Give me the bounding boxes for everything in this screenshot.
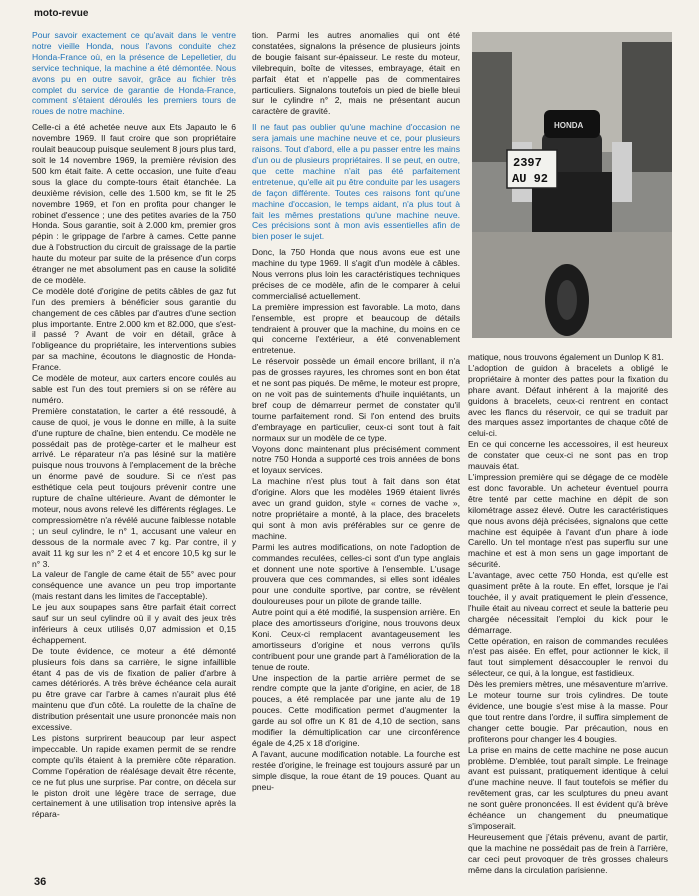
paragraph: Parmi les autres modifications, on note l'adoption de commandes reculées, celles-ci sont d'un type anglais et donnent une note sportive à l'ensemble. L'usage prouvera que ces commandes, si elles sont idéales pour une conduite sportive, par contre, se révèlent douloureuses pour un pilote de grande taille. (252, 541, 460, 607)
paragraph: Donc, la 750 Honda que nous avons eue est une machine du type 1969. Il s'agit d'un modèle à câbles. Nous verrons plus loin les caractéristiques techniques précises de ce modèle, afin de le comparer à celui commercialisé actuellement. (252, 247, 460, 301)
section-header: moto-revue (34, 8, 89, 19)
article-column-1 (32, 30, 236, 820)
paragraph: Voyons donc maintenant plus précisément comment notre 750 Honda a supporté ces trois années de bons et loyaux services. (252, 443, 460, 476)
paragraph: Celle-ci a été achetée neuve aux Ets Japauto le 6 novembre 1969. Il faut croire que son propriétaire roulait beaucoup puisque seulement 8 jours plus tard, soit le 14 novembre 1969, la première révision des 500 km était faite. A cette occasion, une fuite d'eau sous la glace du compte-tours était étanchée. La deuxième révision, celle des 1.500 km, se fit le 25 novembre 1969, et l'on en profita pour changer le robinet d'essence ; une des petites avaries de la 750 Honda. Sous garantie, soit à 2.000 km, premier gros pépin : le grippage de l'arbre à cames. Cette panne due à l'obstruction du circuit de graissage de la partie haute du moteur par suite de la présence d'un corps étranger ne met absolument pas en cause la solidité de ce modèle. (32, 122, 236, 285)
paragraph: Dès les premiers mètres, une mésaventure m'arrive. Le moteur tourne sur trois cylindres. De toute évidence, une bougie s'est mise à la masse. Pour que tout rentre dans l'ordre, il suffira simplement de changer cette bougie. Par précaution, nous en profiterons pour changer les 4 bougies. (468, 679, 668, 744)
paragraph: Une inspection de la partie arrière permet de se rendre compte que la jante d'origine, en acier, de 18 pouces, a été remplacée par une jante alu de 19 pouces. Cette modification permet d'augmenter la garde au sol offre un K 81 de 4,10 de section, sans modifier la démultiplication car une circonférence égale de 4,25 x 18 d'origine. (252, 672, 460, 748)
plate-line-2: AU 92 (512, 172, 549, 186)
tank-brand-text: HONDA (554, 121, 584, 130)
paragraph: matique, nous trouvons également un Dunlop K 81. (468, 352, 664, 362)
paragraph: De toute évidence, ce moteur a été démonté plusieurs fois dans sa carrière, le signe infaillible étant 4 pas de vis de fixation de palier d'arbre à cames détériorés. A très brève échéance cela aurait pu être grave car l'arbre à cames n'aurait plus été maintenu que d'un côté. La roulette de la chaîne de distribution présentait une usure prononcée mais non excessive. (32, 645, 236, 733)
paragraph: En ce qui concerne les accessoires, il est heureux de constater que ceux-ci ne sont pas en trop mauvais état. (468, 439, 668, 472)
paragraph: La prise en mains de cette machine ne pose aucun problème. D'emblée, tout paraît simple. Le freinage avant est puissant, pratiquement identique à celui d'une machine neuve. Il faut toutefois se méfier du revêtement gras, car les sculptures du pneu avant ne sont guère prononcées. Il est évident qu'à brève échéance un changement du pneumatique s'imposerait. (468, 744, 668, 831)
paragraph: Les pistons surprirent beaucoup par leur aspect impeccable. Un rapide examen permit de se rendre compte qu'ils étaient à la première côte réparation. Comme l'opération de réalésage devait être récente, ce ne fut plus une surprise. Par contre, on décela sur le piston droit une légère trace de serrage, due certainement à une utilisation trop intensive après la répara- (32, 733, 236, 820)
paragraph: La machine n'est plus tout à fait dans son état d'origine. Alors que les modèles 1969 étaient livrés avec un grand guidon, style « cornes de vache », notre propriétaire a monté, à la place, des bracelets qui sont à mon avis préférables sur ce genre de machine. (252, 476, 460, 541)
paragraph: Le réservoir possède un émail encore brillant, il n'a pas de grosses rayures, les chromes sont en bon état et ne sont pas piqués. De même, le moteur est propre, on ne voit pas de suintements d'huile inquiétants, un bref coup de démarreur permet de constater qu'il tourne parfaitement rond. Si l'on entend des bruits d'embrayage en particulier, ceux-ci sont tout à fait normaux sur un modèle de ce type. (252, 356, 460, 443)
article-column-3 (468, 352, 668, 876)
paragraph: Heureusement que j'étais prévenu, avant de partir, que la machine ne possédait pas de frein à l'arrière, car ceci peut provoquer de très grosses chaleurs même dans la circulation parisienne. (468, 831, 668, 875)
paragraph: La valeur de l'angle de came était de 55° avec pour conséquence une avance un peu trop importante (mais restant dans les limites de l'acceptable). (32, 569, 236, 602)
page-number: 36 (34, 876, 47, 888)
paragraph: L'adoption de guidon à bracelets a obligé le propriétaire à monter des pattes pour la fixation du phare avant. Défaut inhérent à la majorité des guidons à bracelets, ceux-ci rentrent en contact avec les flancs du réservoir, ce qui se traduit par des marques assez importantes de chaque côté de celui-ci. (468, 362, 668, 439)
paragraph: L'avantage, avec cette 750 Honda, est qu'elle est quasiment prête à la route. En effet, lorsque je l'ai touchée, il y avait pratiquement le plein d'essence, l'huile était au niveau correct et seule la batterie peu chargée nécessitait l'emploi du kick pour le démarrage. (468, 570, 668, 635)
intro-paragraph: Pour savoir exactement ce qu'avait dans le ventre notre vieille Honda, nous l'avons conduite chez Honda-France où, en la présence de Lepelletier, du service technique, la machine a été démontée. Nous avons pu en outre savoir, grâce au fichier très complet du service de garantie de Honda-France, comment s'étaient déroulés les premiers tours de roues de notre machine. (32, 30, 236, 117)
paragraph: tion. Parmi les autres anomalies qui ont été constatées, signalons la présence de plusieurs joints de bougie faisant sur-épaisseur. Le reste du moteur, vilebrequin, boîte de vitesses, embrayage, était en parfait état et n'appelle pas de commentaires particuliers. Signalons toutefois un pied de bielle bleui sur le cylindre n° 2, mais ne présentant aucun caractère de gravité. (252, 30, 460, 117)
paragraph: L'impression première qui se dégage de ce modèle est donc favorable. Un acheteur éventuel pourra être tenté par cette machine en dépit de son kilométrage assez élevé. Outre les caractéristiques que nous avons déjà précisées, signalons que cette machine est équipée à l'avant d'un phare à iode Carello. Un tel montage n'est pas superflu sur une machine et est à mon sens un gage important de sécurité. (468, 471, 668, 570)
paragraph: Ce modèle de moteur, aux carters encore coulés au sable est l'un des tout premiers si on se réfère au numéro. (32, 373, 236, 405)
highlight-paragraph: Il ne faut pas oublier qu'une machine d'occasion ne sera jamais une machine neuve et ce, pour plusieurs raisons. Tout d'abord, elle a pu passer entre les mains d'un ou de plusieurs propriétaires. Il se peut, en outre, que cette machine n'ait pas été parfaitement entretenue, qu'elle ait pu être conduite par les usagers de façon différente. Toutes ces raisons font qu'une machine d'occasion, le temps aidant, n'a plus tout à fait les mêmes prestations qu'une machine neuve. Ces précisions sont à mon avis essentielles afin de bien poser le sujet. (252, 122, 460, 242)
paragraph: Ce modèle doté d'origine de petits câbles de gaz fut l'un des premiers à bénéficier sous garantie du changement de ces câbles par d'autres d'une section plus importante. Entre 2.000 km et 82.000, que s'est-il passé ? Avant de voir en détail, grâce à l'obligeance du propriétaire, les interventions subies par sa machine, écoutons le diagnostic de Honda-France. (32, 285, 236, 373)
paragraph: Cette opération, en raison de commandes reculées n'est pas aisée. En effet, pour actionner le kick, il faut tout simplement désaccoupler le renvoi du sélecteur, ce qui, à la longue, est fastidieux. (468, 635, 668, 679)
article-column-2 (252, 30, 460, 793)
paragraph: La première impression est favorable. La moto, dans l'ensemble, est propre et beaucoup de détails tendraient à prouver que la machine, du moins en ce qui concerne l'extérieur, a été convenablement entretenue. (252, 301, 460, 356)
paragraph: Autre point qui a été modifié, la suspension arrière. En place des amortisseurs d'origine, nous trouvons deux Koni. Ceux-ci remplacent avantageusement les amortisseurs d'origine et nous verrons qu'ils contribuent pour une grande part à l'amélioration de la tenue de route. (252, 607, 460, 672)
paragraph: Le jeu aux soupapes sans être parfait était correct sauf sur un seul cylindre où il y avait des jeux très inférieurs à ceux utilisés 0,07 admission et 0,15 échappement. (32, 602, 236, 645)
motorcycle-photo (472, 32, 672, 338)
paragraph: Première constatation, le carter a été ressoudé, à cause de quoi, je vous le donne en mille, à la suite d'une rupture de chaîne, bien entendu. Ce modèle ne possédait pas de protège-carter et le malheur est arrivé. Le réparateur n'a pas lésiné sur la matière puisque nous trouvons à l'emplacement de la brèche un énorme pavé de soudure. Si ce n'est pas esthétique cela peut toujours prévenir contre une rupture de chaîne ultérieure. Avant de démonter le moteur, nous avons relevé les différents réglages. Le compressiomètre n'a révélé aucune faiblesse notable ; un seul cylindre, le n° 1, accusant une valeur en dessous de la normale avec 7 kg. Par contre, il y avait 11 kg sur les n° 2 et 4 et encore 10,5 kg sur le n° 3. (32, 405, 236, 569)
paragraph: A l'avant, aucune modification notable. La fourche est restée d'origine, le freinage est toujours assuré par un simple disque, la roue étant de 19 pouces. Quant au pneu- (252, 748, 460, 792)
plate-line-1: 2397 (513, 156, 542, 170)
